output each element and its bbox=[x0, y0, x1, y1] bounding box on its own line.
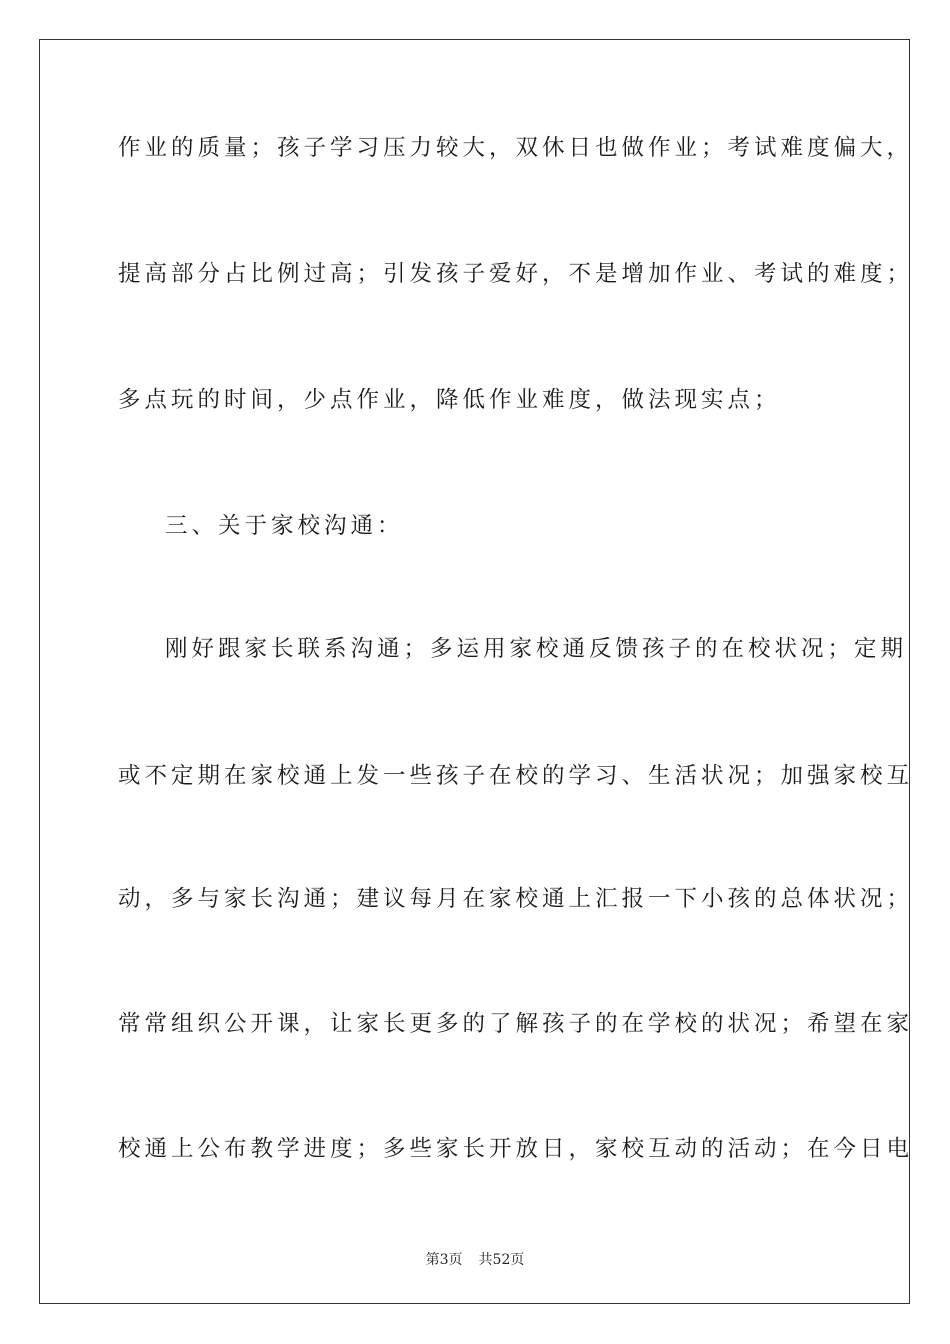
body-text-line: 动，多与家长沟通；建议每月在家校通上汇报一下小孩的总体状况； bbox=[118, 886, 914, 912]
body-text-line: 或不定期在家校通上发一些孩子在校的学习、生活状况；加强家校互 bbox=[118, 763, 914, 789]
body-text-line: 作业的质量；孩子学习压力较大，双休日也做作业；考试难度偏大， bbox=[118, 135, 914, 161]
body-text-line: 刚好跟家长联系沟通；多运用家校通反馈孩子的在校状况；定期 bbox=[165, 636, 908, 662]
section-heading: 三、关于家校沟通： bbox=[165, 513, 404, 539]
page-number: 第3页 bbox=[425, 1252, 463, 1268]
body-text-line: 常常组织公开课，让家长更多的了解孩子的在学校的状况；希望在家 bbox=[118, 1011, 914, 1037]
body-text-line: 校通上公布教学进度；多些家长开放日，家校互动的活动；在今日电 bbox=[118, 1136, 914, 1162]
page-footer bbox=[0, 1249, 950, 1269]
total-pages: 共52页 bbox=[478, 1252, 525, 1268]
page-border bbox=[39, 39, 910, 1304]
body-text-line: 提高部分占比例过高；引发孩子爱好，不是增加作业、考试的难度； bbox=[118, 261, 914, 287]
body-text-line: 多点玩的时间，少点作业，降低作业难度，做法现实点； bbox=[118, 387, 781, 413]
